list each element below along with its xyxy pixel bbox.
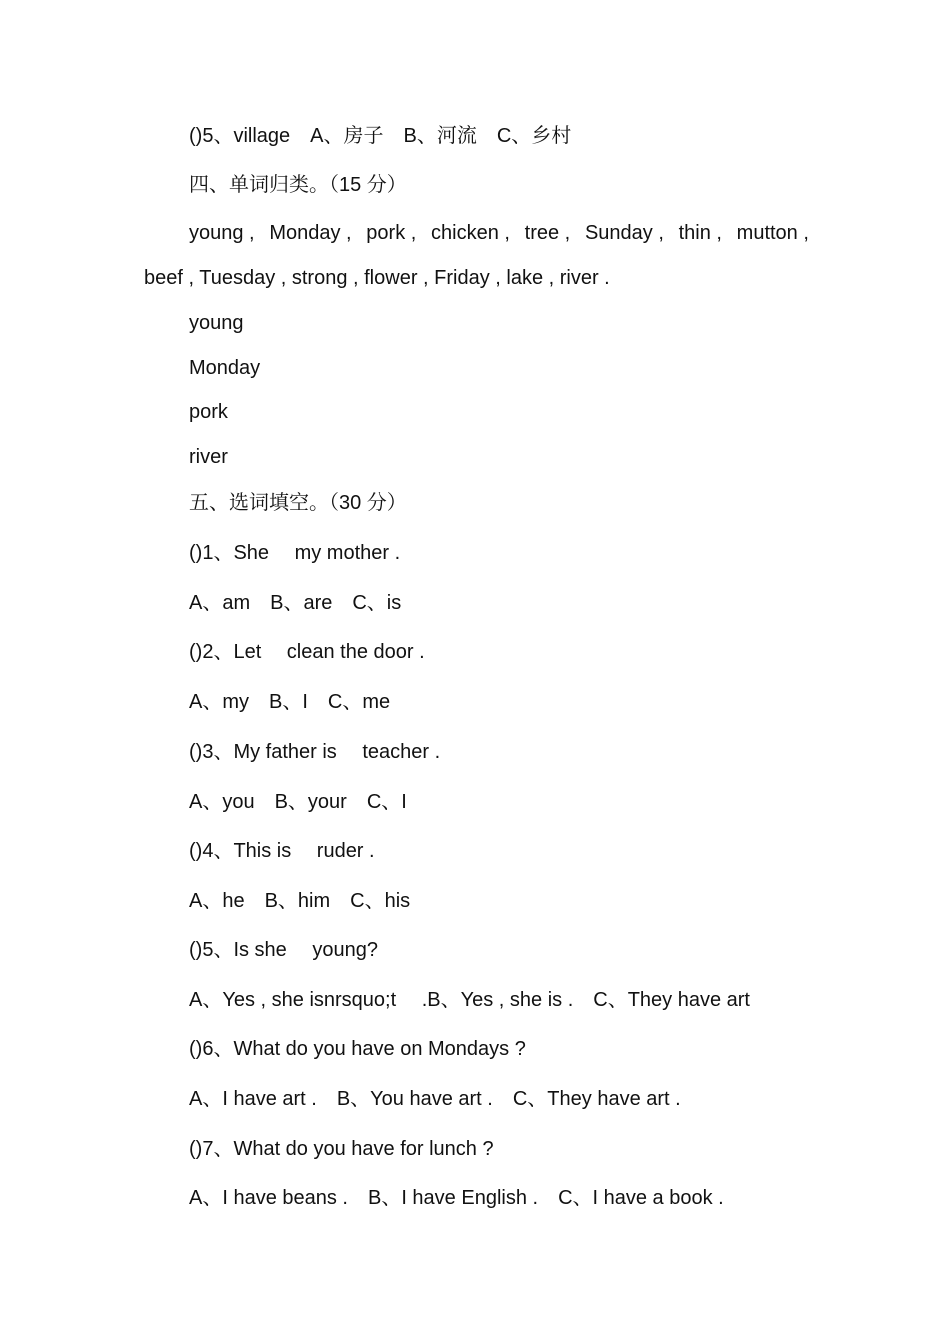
section4-word-list-line2: beef , Tuesday , strong , flower , Friday , lake , river . [144, 267, 610, 289]
word-item: Monday , [269, 222, 352, 244]
section4-word-list-line1 [189, 221, 809, 245]
question-5-options: A、Yes , she isnrsquo;t .B、Yes , she is . C、They have art [189, 989, 750, 1011]
question-7: ()7、What do you have for lunch ? [189, 1138, 494, 1160]
word-item: tree , [524, 222, 571, 244]
section3-question-5: ()5、village A、房子 B、河流 C、乡村 [189, 125, 572, 147]
section4-heading: 四、单词归类。（15 分） [189, 174, 407, 196]
section5-heading: 五、选词填空。（30 分） [189, 492, 407, 514]
category-monday: Monday [189, 357, 261, 379]
question-6-options: A、I have art . B、You have art . C、They have art . [189, 1088, 681, 1110]
word-item: pork , [366, 222, 417, 244]
question-4: ()4、This is ruder . [189, 840, 375, 862]
category-young: young [189, 312, 244, 334]
question-3-options: A、you B、your C、I [189, 791, 407, 813]
question-6: ()6、What do you have on Mondays ? [189, 1038, 526, 1060]
category-river: river [189, 446, 228, 468]
question-7-options: A、I have beans . B、I have English . C、I have a book . [189, 1187, 724, 1209]
word-item: young , [189, 222, 255, 244]
word-item: mutton , [736, 222, 809, 244]
category-pork: pork [189, 401, 228, 423]
word-item: thin , [678, 222, 722, 244]
question-1: ()1、She my mother . [189, 542, 401, 564]
question-2: ()2、Let clean the door . [189, 641, 425, 663]
question-5: ()5、Is she young? [189, 939, 378, 961]
question-3: ()3、My father is teacher . [189, 741, 441, 763]
word-item: Sunday , [584, 222, 664, 244]
question-1-options: A、am B、are C、is [189, 592, 402, 614]
question-2-options: A、my B、I C、me [189, 691, 391, 713]
word-item: chicken , [431, 222, 510, 244]
question-4-options: A、he B、him C、his [189, 890, 411, 912]
